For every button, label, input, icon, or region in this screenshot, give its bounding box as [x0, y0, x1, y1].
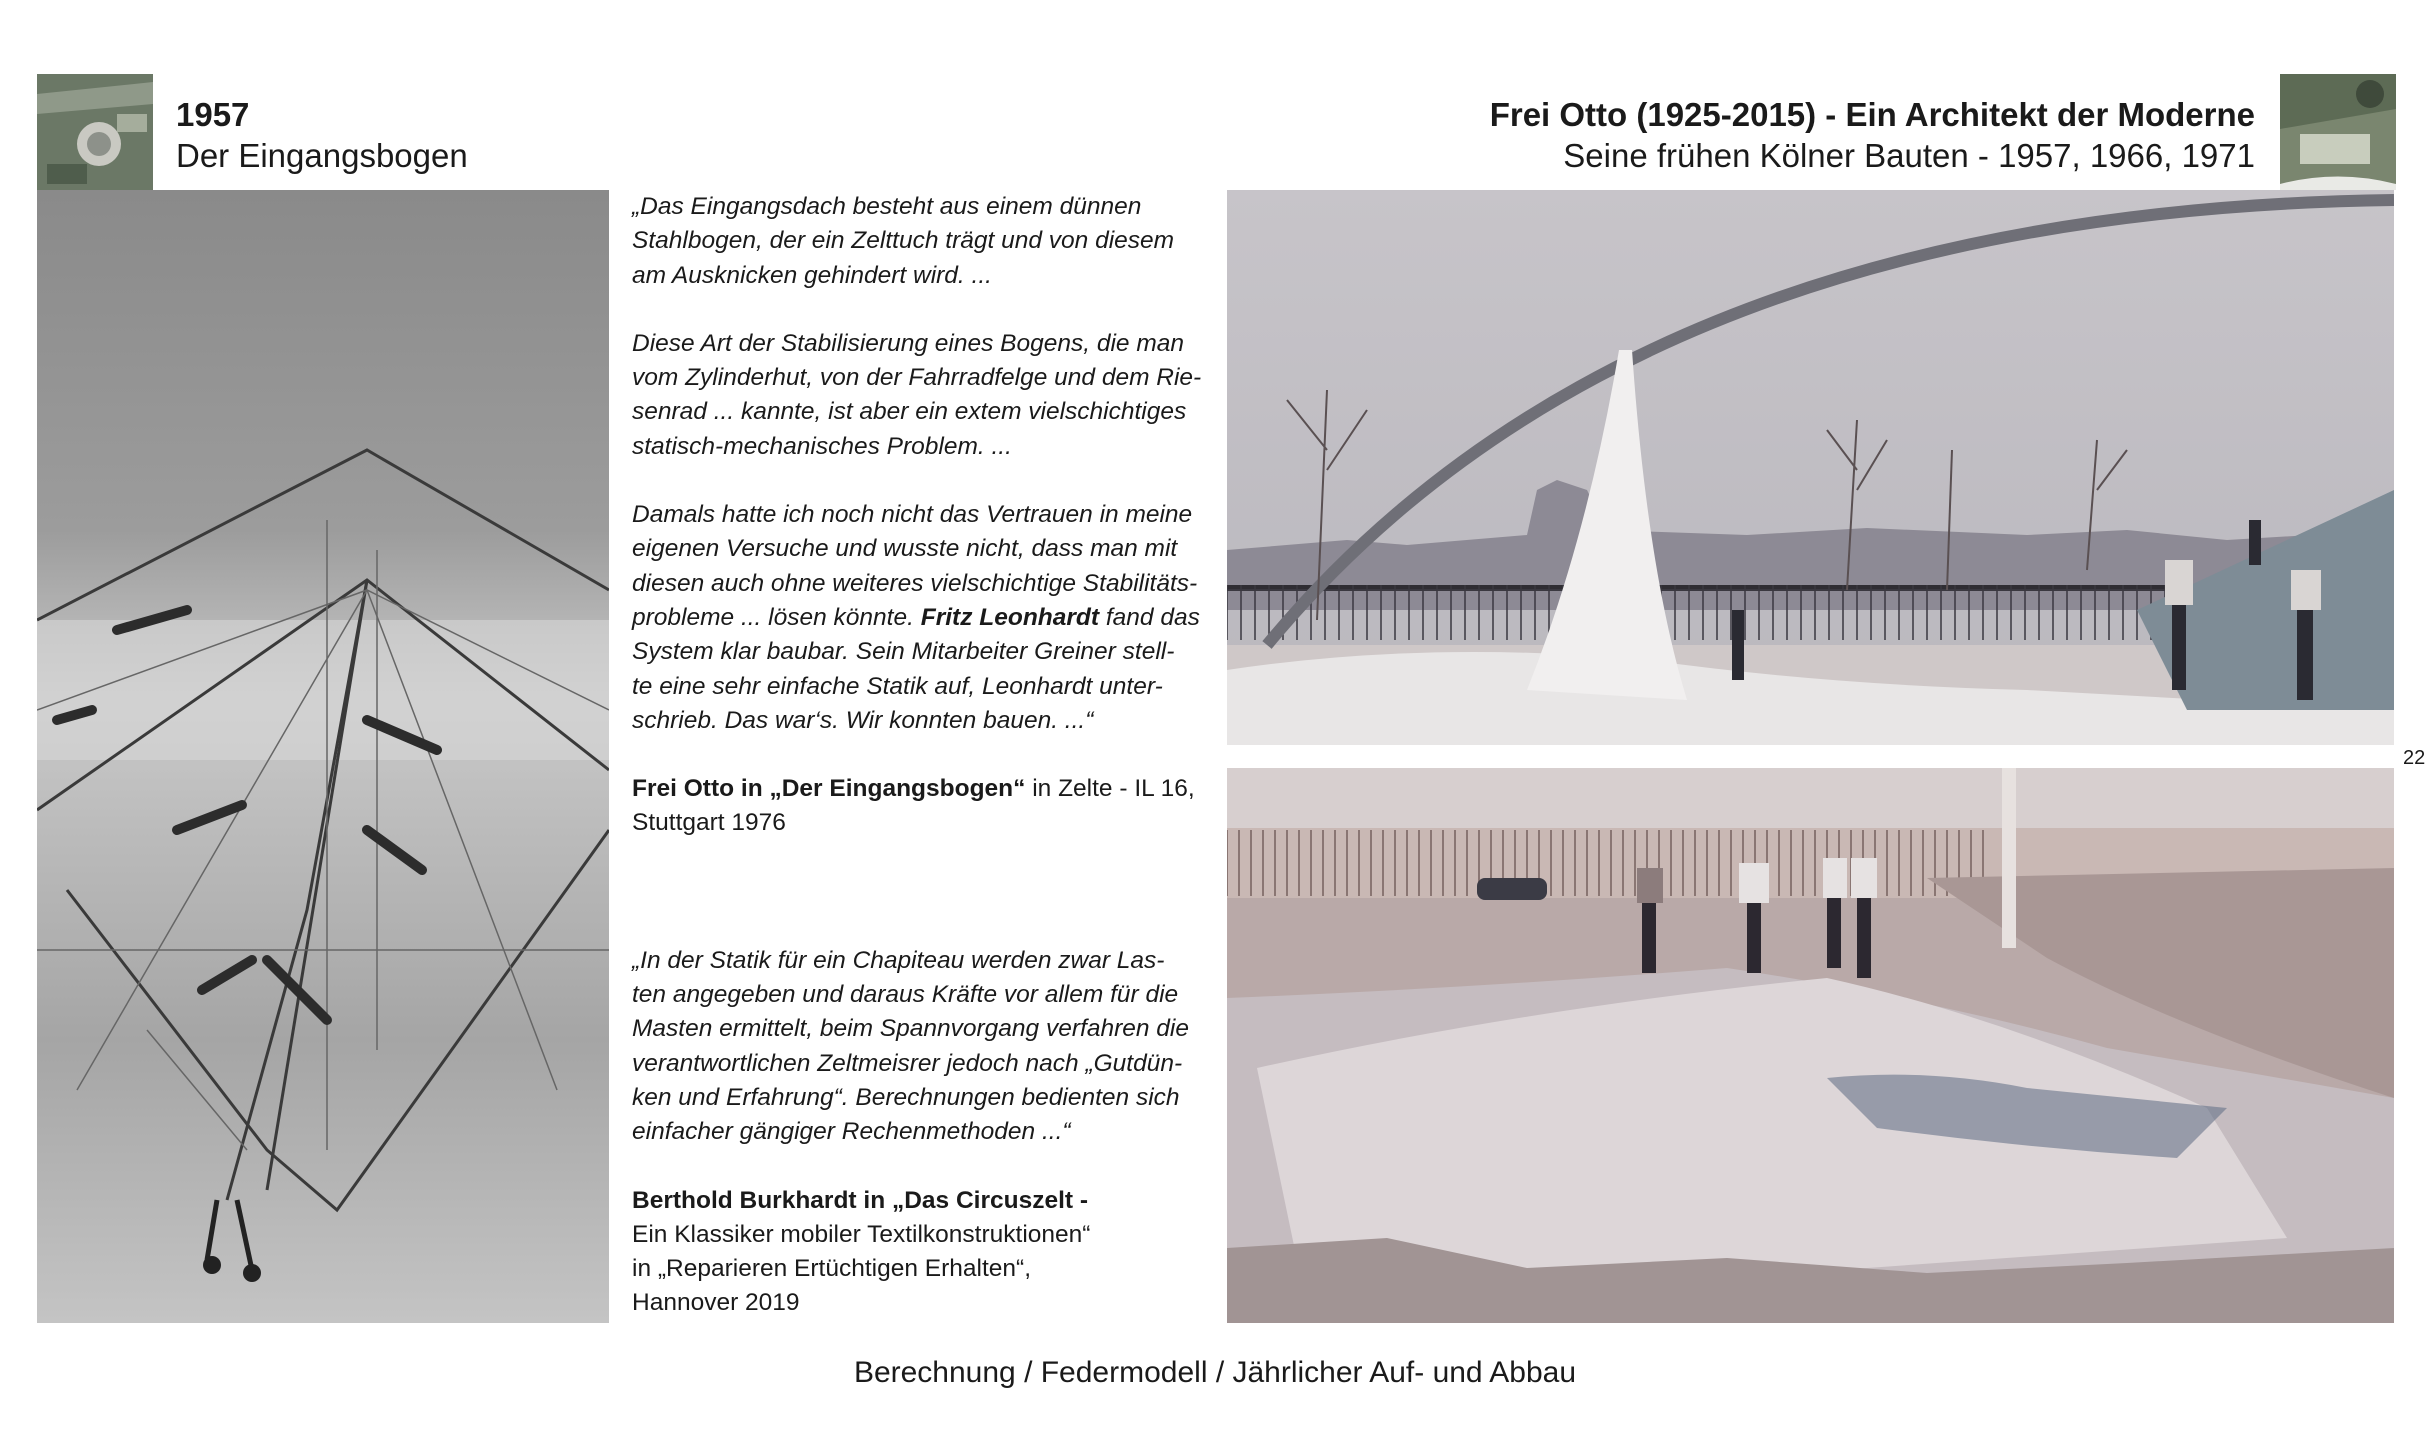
text-line: am Ausknicken gehindert wird. ... — [632, 261, 992, 289]
source-line — [632, 772, 1212, 806]
section-subtitle: Der Eingangsbogen — [176, 137, 468, 174]
page-number: 22 — [2403, 747, 2426, 769]
figure-caption: Berechnung / Federmodell / Jährlicher Auf- und Abbau — [853, 1356, 1577, 1389]
text-line: statisch-mechanisches Problem. ... — [632, 432, 1012, 460]
text-line: eigenen Versuche und wusste nicht, dass man mit — [632, 535, 1178, 563]
text-line: te eine sehr einfache Statik auf, Leonhardt unter- — [632, 672, 1163, 700]
text-line: senrad ... kannte, ist aber ein extem vielschichtiges — [632, 398, 1187, 426]
text-line — [632, 601, 1212, 635]
text-line: verantwortlichen Zeltmeisrer jedoch nach „Gutdün- — [632, 1049, 1183, 1077]
tent-assembly-photo — [1227, 768, 2394, 1323]
page-title: Frei Otto (1925-2015) - Ein Architekt der Moderne — [1489, 96, 2255, 133]
text-line: ten angegeben und daraus Kräfte vor allem für die — [632, 981, 1179, 1009]
text-line: diesen auch ohne weiteres vielschichtige Stabilitäts- — [632, 569, 1198, 597]
highlighted-name: Fritz Leonhardt — [920, 603, 1100, 631]
quote-frei-otto — [632, 190, 1212, 738]
source-line: Stuttgart 1976 — [632, 809, 786, 837]
source-author: Frei Otto in „Der Eingangsbogen“ — [632, 775, 1026, 803]
arch-construction-photo — [1227, 190, 2394, 745]
aerial-photo-thumbnail-right — [2280, 74, 2396, 190]
source-author: Berthold Burkhardt in „Das Circuszelt - — [632, 1186, 1089, 1214]
text-run: fand das — [1099, 603, 1200, 631]
text-line: Diese Art der Stabilisierung eines Bogens, die man — [632, 329, 1185, 357]
text-line: „In der Statik für ein Chapiteau werden zwar Las- — [632, 946, 1165, 974]
spring-model-photo — [37, 190, 609, 1323]
aerial-photo-thumbnail-left — [37, 74, 153, 190]
text-line: „Das Eingangsdach besteht aus einem dünnen — [632, 193, 1142, 220]
text-line: vom Zylinderhut, von der Fahrradfelge und dem Rie- — [632, 364, 1202, 392]
text-line: Damals hatte ich noch nicht das Vertrauen in meine — [632, 501, 1193, 529]
text-line: Stahlbogen, der ein Zelttuch trägt und von diesem — [632, 227, 1175, 255]
quote-source-frei-otto — [632, 772, 1212, 841]
text-line: einfacher gängiger Rechenmethoden ...“ — [632, 1118, 1071, 1146]
quote-text-column — [632, 190, 1212, 1321]
year-heading: 1957 — [176, 96, 250, 133]
text-line: schrieb. Das war‘s. Wir konnten bauen. ...“ — [632, 706, 1094, 734]
text-line: ken und Erfahrung“. Berechnungen bedienten sich — [632, 1083, 1180, 1111]
quote-burkhardt — [632, 944, 1212, 1150]
source-line: in „Reparieren Ertüchtigen Erhalten“, — [632, 1255, 1032, 1283]
source-detail: in Zelte - IL 16, — [1025, 775, 1195, 803]
page-subtitle: Seine frühen Kölner Bauten - 1957, 1966, 1971 — [1563, 137, 2255, 174]
text-run: probleme ... lösen könnte. — [632, 603, 921, 631]
text-line: Masten ermittelt, beim Spannvorgang verfahren die — [632, 1015, 1189, 1043]
text-line: System klar baubar. Sein Mitarbeiter Greiner stell- — [632, 638, 1175, 666]
source-line: Hannover 2019 — [632, 1289, 800, 1317]
source-line: Ein Klassiker mobiler Textilkonstruktionen“ — [632, 1220, 1091, 1248]
quote-source-burkhardt — [632, 1184, 1212, 1321]
